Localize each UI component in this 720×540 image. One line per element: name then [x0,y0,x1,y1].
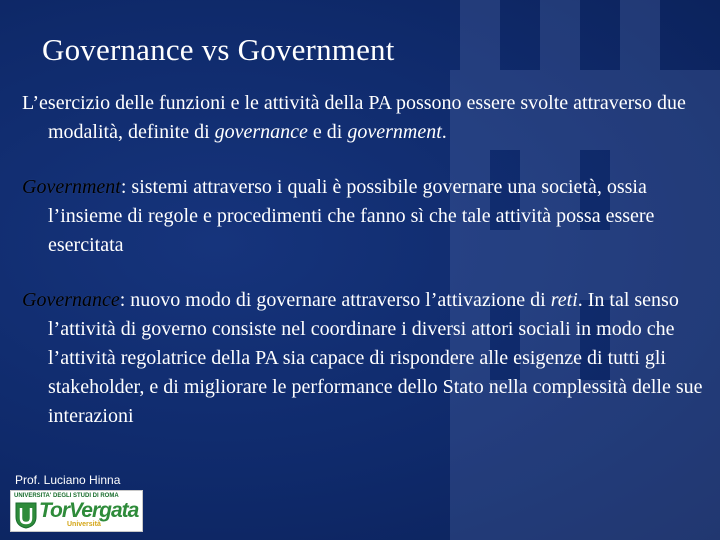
logo-top-line: UNIVERSITA' DEGLI STUDI DI ROMA [14,493,119,499]
author-credit: Prof. Luciano Hinna [15,473,121,487]
intro-government-word: government [347,121,442,143]
government-term: Government [22,176,121,198]
reti-word: reti [550,289,578,311]
shield-emblem-icon [15,502,37,529]
logo-sub-text: Università [67,521,101,528]
intro-text-c: . [441,121,447,143]
intro-text-b: e di [307,121,348,143]
governance-paragraph [22,286,712,431]
governance-text-a: : nuovo modo di governare attraverso l’attivazione di [119,289,551,311]
government-definition: : sistemi attraverso i quali è possibile governare una società, ossia l’insieme di regole e procedimenti che fanno sì che tale attività possa essere esercitata [48,176,655,256]
intro-paragraph [22,89,712,147]
university-logo [10,490,143,532]
slide-title: Governance vs Government [42,32,395,67]
governance-text-b: . In tal senso l’attività di governo consiste nel coordinare i diversi attori sociali in modo che l’attività regolatrice della PA sia capace di rispondere alle esigenze di tutti gli stakeholder, e di migliorare le performance dello Stato nella complessità delle sue interazioni [48,289,703,427]
intro-text-a: L’esercizio delle funzioni e le attività della PA possono essere svolte attraverso due modalità, definite di [22,92,686,143]
slide-body [22,89,712,431]
logo-main-text: TorVergata [39,499,139,522]
governance-term: Governance [22,289,120,311]
government-paragraph [22,173,712,260]
intro-governance-word: governance [214,121,308,143]
